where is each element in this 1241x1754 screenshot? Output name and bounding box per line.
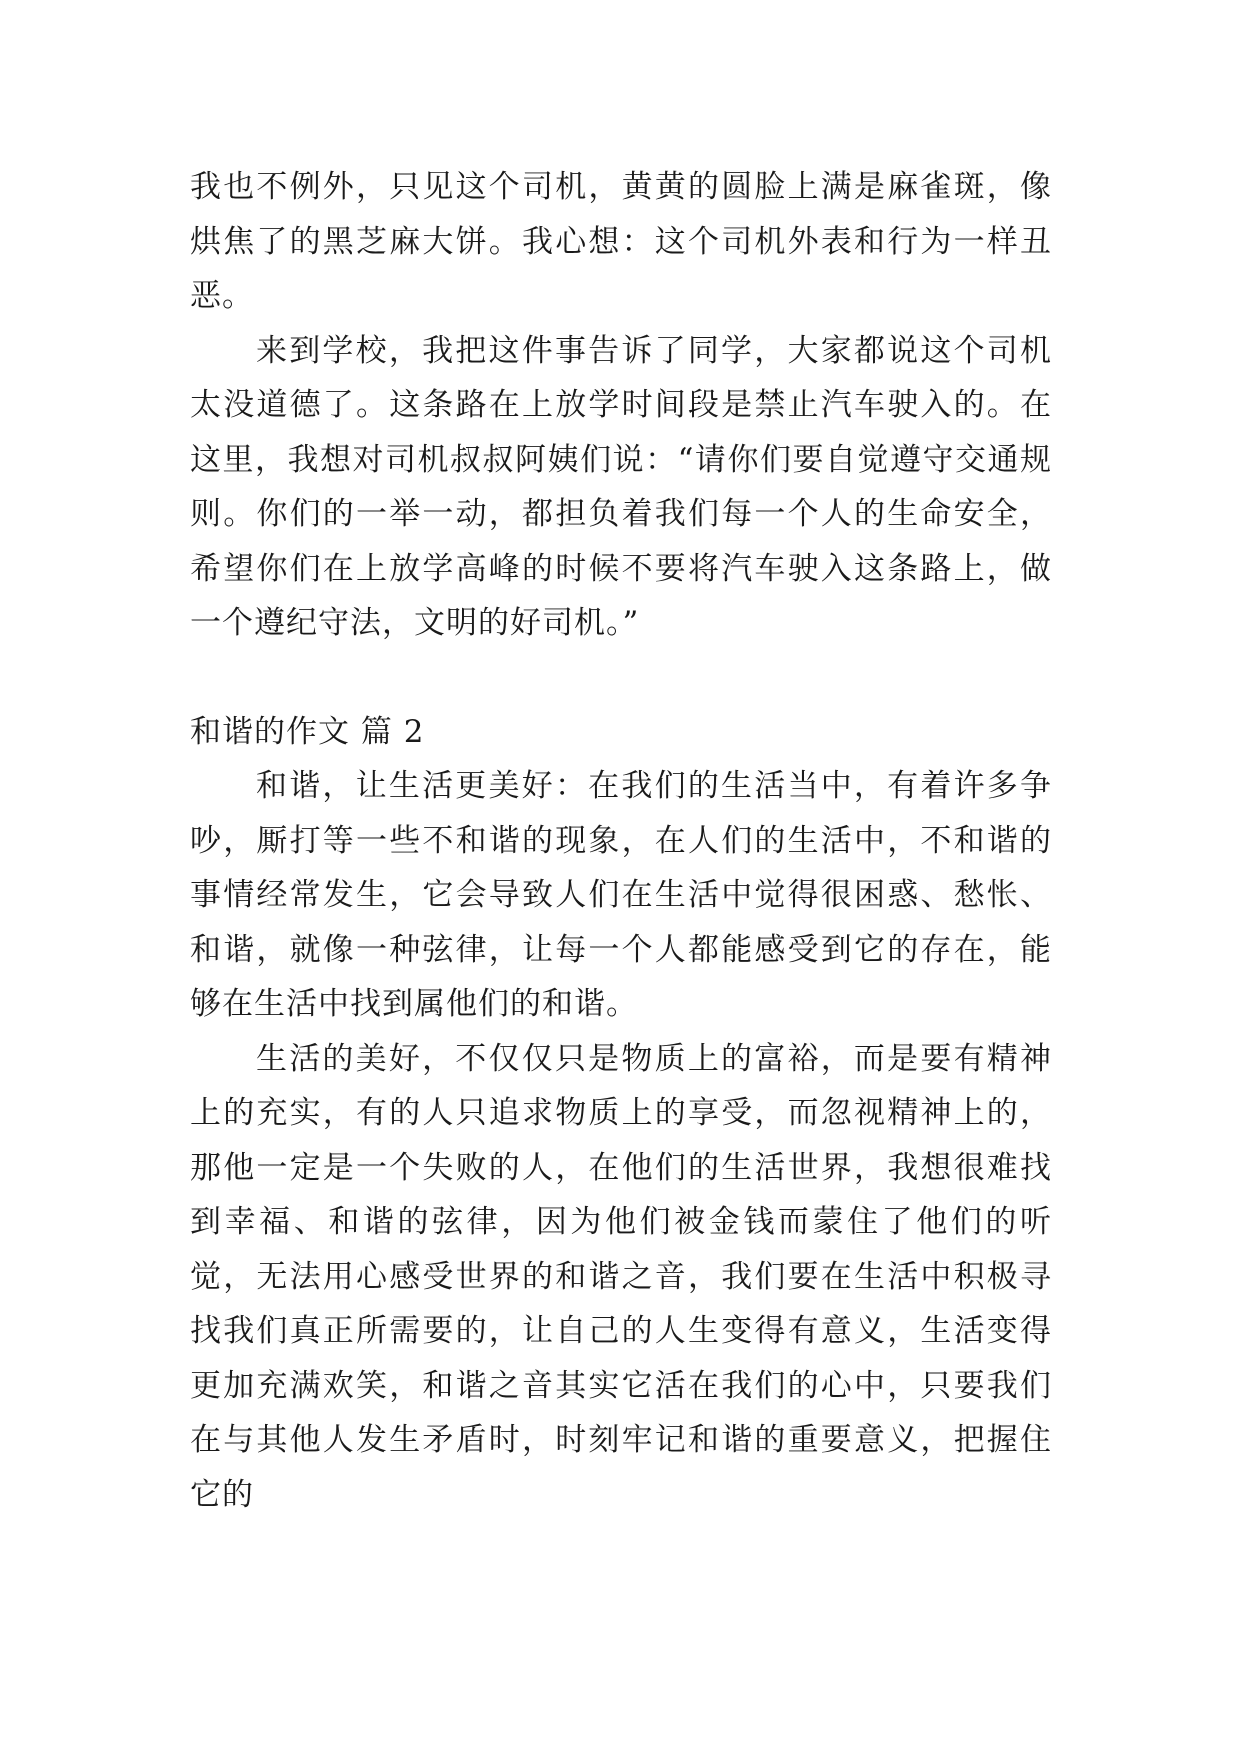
section-heading: 和谐的作文 篇 2	[190, 713, 425, 750]
paragraph-harmony-life: 生活的美好，不仅仅只是物质上的富裕，而是要有精神上的充实，有的人只追求物质上的享受，而忽视精神上的，那他一定是一个失败的人，在他们的生活世界，我想很难找到幸福、和谐的弦律，因为他们被金钱而蒙住了他们的听觉，无法用心感受世界的和谐之音，我们要在生活中积极寻找我们真正所需要的，让自己的人生变得有意义，生活变得更加充满欢笑，和谐之音其实它活在我们的心中，只要我们在与其他人发生矛盾时，时刻牢记和谐的重要意义，把握住它的	[190, 1040, 1052, 1513]
paragraph-continuation: 我也不例外，只见这个司机，黄黄的圆脸上满是麻雀斑，像烘焦了的黑芝麻大饼。我心想：这个司机外表和行为一样丑恶。	[190, 169, 1052, 314]
section-spacer	[190, 651, 1052, 705]
paragraph-school: 来到学校，我把这件事告诉了同学，大家都说这个司机太没道德了。这条路在上放学时间段是禁止汽车驶入的。在这里，我想对司机叔叔阿姨们说：“请你们要自觉遵守交通规则。你们的一举一动，都担负着我们每一个人的生命安全，希望你们在上放学高峰的时候不要将汽车驶入这条路上，做一个遵纪守法，文明的好司机。”	[190, 332, 1052, 641]
document-body	[190, 160, 1052, 1522]
paragraph-harmony-intro: 和谐，让生活更美好：在我们的生活当中，有着许多争吵，厮打等一些不和谐的现象，在人们的生活中，不和谐的事情经常发生，它会导致人们在生活中觉得很困惑、愁怅、和谐，就像一种弦律，让每一个人都能感受到它的存在，能够在生活中找到属他们的和谐。	[190, 768, 1052, 1022]
